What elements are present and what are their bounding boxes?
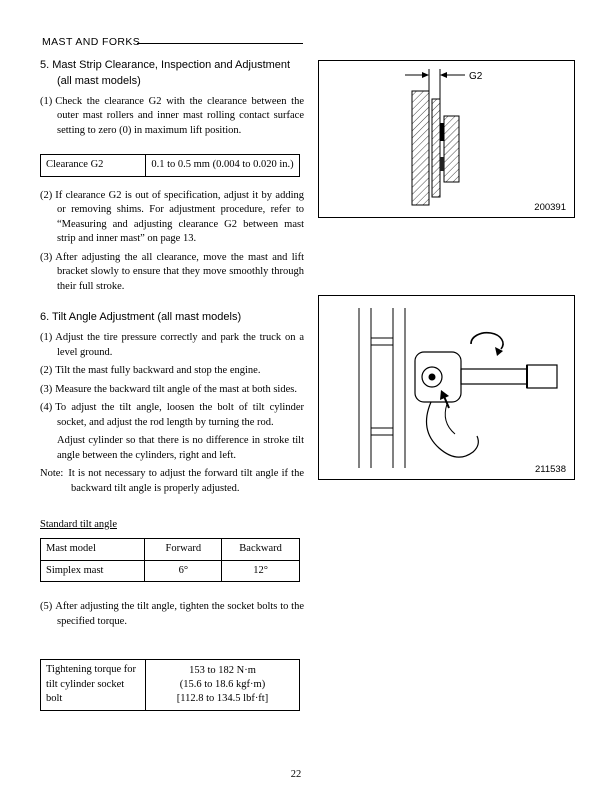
item-label: (2) — [40, 189, 53, 201]
table-row — [41, 560, 300, 581]
section-5-title-line2: (all mast models) — [57, 74, 141, 87]
figure2-drawing — [319, 296, 574, 479]
figure1-dim-label: G2 — [469, 71, 483, 82]
header-rule — [137, 43, 303, 44]
item-text: Measure the backward tilt angle of the mast at both sides. — [55, 383, 297, 395]
cylinder-rod — [461, 369, 527, 384]
note-label: Note: — [40, 468, 64, 480]
bracket-hook-inner — [445, 404, 455, 434]
section5-item-1 — [40, 95, 304, 138]
cell-forward: 6° — [145, 560, 222, 581]
item-text: After adjusting the tilt angle, tighten the socket bolts to the specified torque. — [55, 601, 304, 627]
clearance-label-cell: Clearance G2 — [41, 155, 146, 176]
contact-block — [440, 123, 444, 141]
cell-mast-model: Simplex mast — [41, 560, 145, 581]
section-6-title-text: 6. Tilt Angle Adjustment (all mast models) — [40, 311, 242, 324]
item-text: Adjust the tire pressure correctly and park the truck on a level ground. — [55, 332, 304, 358]
item-text: Tilt the mast fully backward and stop the engine. — [55, 365, 261, 377]
rotation-arrow-top — [471, 333, 503, 349]
torque-value-line2: (15.6 to 18.6 kgf·m) — [179, 679, 266, 691]
item-label: (3) — [40, 383, 53, 395]
bracket-hook — [427, 402, 479, 457]
section5-item-3 — [40, 251, 304, 294]
section6-item-4-continuation: Adjust cylinder so that there is no difference in stroke tilt angle between the cylinders, right and left. — [57, 435, 304, 461]
figure1-drawing — [319, 61, 574, 217]
item-label: (1) — [40, 332, 53, 344]
table-row — [41, 155, 300, 176]
figure2-number: 211538 — [535, 464, 566, 475]
figure-tilt-cylinder-adjustment — [318, 295, 575, 480]
tilt-angle-table — [40, 538, 300, 582]
torque-table — [40, 659, 300, 710]
item-label: (4) — [40, 402, 53, 414]
torque-value-line3: [112.8 to 134.5 lbf·ft] — [176, 693, 269, 705]
clearance-value-cell: 0.1 to 0.5 mm (0.004 to 0.020 in.) — [146, 155, 300, 176]
header-backward: Backward — [222, 539, 300, 560]
item-label: (5) — [40, 601, 53, 613]
note-paragraph — [40, 467, 304, 496]
note-text: It is not necessary to adjust the forward tilt angle if the backward tilt angle is properly adjusted. — [68, 468, 304, 494]
item-label: (1) — [40, 95, 53, 107]
page-header-title: MAST AND FORKS — [42, 36, 141, 48]
torque-label-cell: Tightening torque for tilt cylinder socket bolt — [41, 660, 146, 710]
table-header-row — [41, 539, 300, 560]
section6-item-3 — [40, 383, 304, 397]
standard-tilt-angle-subheading: Standard tilt angle — [40, 518, 117, 530]
mast-strip-section — [432, 99, 440, 197]
page-number: 22 — [290, 769, 302, 780]
section6-item-2 — [40, 364, 304, 378]
torque-value-line1: 153 to 182 N·m — [189, 664, 256, 676]
clearance-table — [40, 154, 300, 176]
torque-value-cell — [146, 660, 300, 710]
section-5-title — [40, 58, 304, 90]
contact-block — [440, 157, 444, 171]
item-text: Check the clearance G2 with the clearance between the outer mast rollers and inner mast rolling contact surface setting to zero (0) in maximum lift position. — [55, 95, 304, 136]
header-forward: Forward — [145, 539, 222, 560]
mast-crossbar — [371, 338, 393, 345]
socket-bolt-center — [429, 374, 436, 381]
text-column — [40, 58, 304, 711]
mast-crossbar — [371, 428, 393, 435]
section-6-title — [40, 310, 304, 326]
cell-backward: 12° — [222, 560, 300, 581]
item-text: To adjust the tilt angle, loosen the bolt of tilt cylinder socket, and adjust the rod length by turning the rod. — [55, 402, 304, 428]
figure1-number: 200391 — [534, 202, 566, 213]
cylinder-body — [527, 365, 557, 388]
section6-item-1 — [40, 331, 304, 360]
item-text: After adjusting the all clearance, move the mast and lift bracket slowly to ensure that they move smoothly through their full stroke. — [55, 251, 304, 292]
header-mast-model: Mast model — [41, 539, 145, 560]
section-5-title-line1: 5. Mast Strip Clearance, Inspection and Adjustment — [40, 59, 291, 71]
section6-item-5 — [40, 600, 304, 629]
inner-mast-section — [444, 116, 459, 182]
item-label: (2) — [40, 365, 53, 377]
item-text: If clearance G2 is out of specification, adjust it by adding or removing shims. For adjustment procedure, refer to “Measuring and adjusting clearance G2 between mast strip and inner mast” on page 13. — [55, 189, 304, 245]
outer-mast-section — [412, 91, 429, 205]
section6-item-4 — [40, 401, 304, 430]
item-label: (3) — [40, 251, 53, 263]
table-row — [41, 660, 300, 710]
figure-mast-strip-clearance — [318, 60, 575, 218]
section5-item-2 — [40, 189, 304, 247]
